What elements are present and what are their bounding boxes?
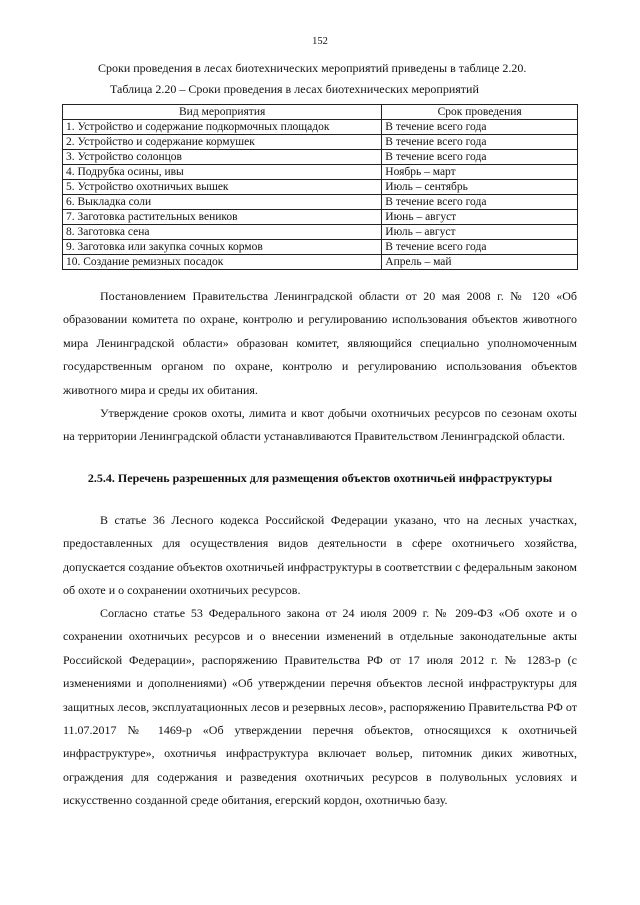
- paragraph-federal-law: Согласно статье 53 Федерального закона от 24 июля 2009 г. № 209-ФЗ «Об охоте и о сохранении охотничьих ресурсов и о внесении изменений в отдельные законодательные акты Российской Федерации», распоряжению Правительства РФ от 17 июля 2012 г. № 1283-р (с изменениями и дополнениями) «Об утверждении перечня объектов лесной инфраструктуры для защитных лесов, эксплуатационных лесов и резервных лесов», распоряжению Правительства РФ от 11.07.2017 № 1469-р «Об утверждении перечня объектов, относящихся к охотничьей инфраструктуре», охотничья инфраструктура включает вольер, питомник диких животных, ограждения для содержания и разведения охотничьих ресурсов в полувольных условиях и искусственно созданной среде обитания, егерский кордон, охотничью базу.: [63, 606, 577, 808]
- term-cell: Июль – сентябрь: [382, 180, 578, 195]
- term-cell: В течение всего года: [382, 120, 578, 135]
- event-cell: 2. Устройство и содержание кормушек: [63, 135, 382, 150]
- table-caption: Таблица 2.20 – Сроки проведения в лесах биотехнических мероприятий: [110, 82, 479, 96]
- page-number: 152: [312, 36, 328, 47]
- table-row: [63, 195, 578, 210]
- table-header-row: [63, 105, 578, 120]
- paragraph-forest-code: В статье 36 Лесного кодекса Российской Федерации указано, что на лесных участках, предоставленных для осуществления видов деятельности в сфере охотничьего хозяйства, допускается создание объектов охотничьей инфраструктуры в соответствии с федеральным законом об охоте и о сохранении охотничьих ресурсов.: [63, 513, 577, 598]
- table-row: [63, 135, 578, 150]
- section-heading: 2.5.4. Перечень разрешенных для размещения объектов охотничьей инфраструктуры: [87, 471, 553, 485]
- column-header-term: Срок проведения: [382, 105, 578, 120]
- term-cell: Июль – август: [382, 225, 578, 240]
- table-row: [63, 180, 578, 195]
- column-header-event: Вид мероприятия: [63, 105, 382, 120]
- event-cell: 5. Устройство охотничьих вышек: [63, 180, 382, 195]
- event-cell: 6. Выкладка соли: [63, 195, 382, 210]
- table-row: [63, 210, 578, 225]
- paragraph-committee: Постановлением Правительства Ленинградской области от 20 мая 2008 г. № 120 «Об образовании комитета по охране, контролю и регулированию использования объектов животного мира Ленинградской области» образован комитет, являющийся специально уполномоченным государственным органом по охране, контролю и регулированию использования объектов животного мира и среды их обитания.: [63, 289, 577, 397]
- event-cell: 10. Создание ремизных посадок: [63, 255, 382, 270]
- term-cell: В течение всего года: [382, 240, 578, 255]
- table-row: [63, 225, 578, 240]
- table-row: [63, 120, 578, 135]
- term-cell: Ноябрь – март: [382, 165, 578, 180]
- table-row: [63, 165, 578, 180]
- term-cell: Июнь – август: [382, 210, 578, 225]
- term-cell: В течение всего года: [382, 150, 578, 165]
- event-cell: 8. Заготовка сена: [63, 225, 382, 240]
- event-cell: 9. Заготовка или закупка сочных кормов: [63, 240, 382, 255]
- term-cell: В течение всего года: [382, 135, 578, 150]
- term-cell: Апрель – май: [382, 255, 578, 270]
- paragraph-hunting-terms: Утверждение сроков охоты, лимита и квот добычи охотничьих ресурсов по сезонам охоты на территории Ленинградской области устанавливаются Правительством Ленинградской области.: [63, 406, 577, 444]
- event-cell: 4. Подрубка осины, ивы: [63, 165, 382, 180]
- table-row: [63, 150, 578, 165]
- intro-text: Сроки проведения в лесах биотехнических мероприятий приведены в таблице 2.20.: [98, 61, 527, 75]
- event-cell: 1. Устройство и содержание подкормочных площадок: [63, 120, 382, 135]
- events-table: [62, 104, 578, 270]
- event-cell: 7. Заготовка растительных веников: [63, 210, 382, 225]
- event-cell: 3. Устройство солонцов: [63, 150, 382, 165]
- table-row: [63, 255, 578, 270]
- term-cell: В течение всего года: [382, 195, 578, 210]
- table-row: [63, 240, 578, 255]
